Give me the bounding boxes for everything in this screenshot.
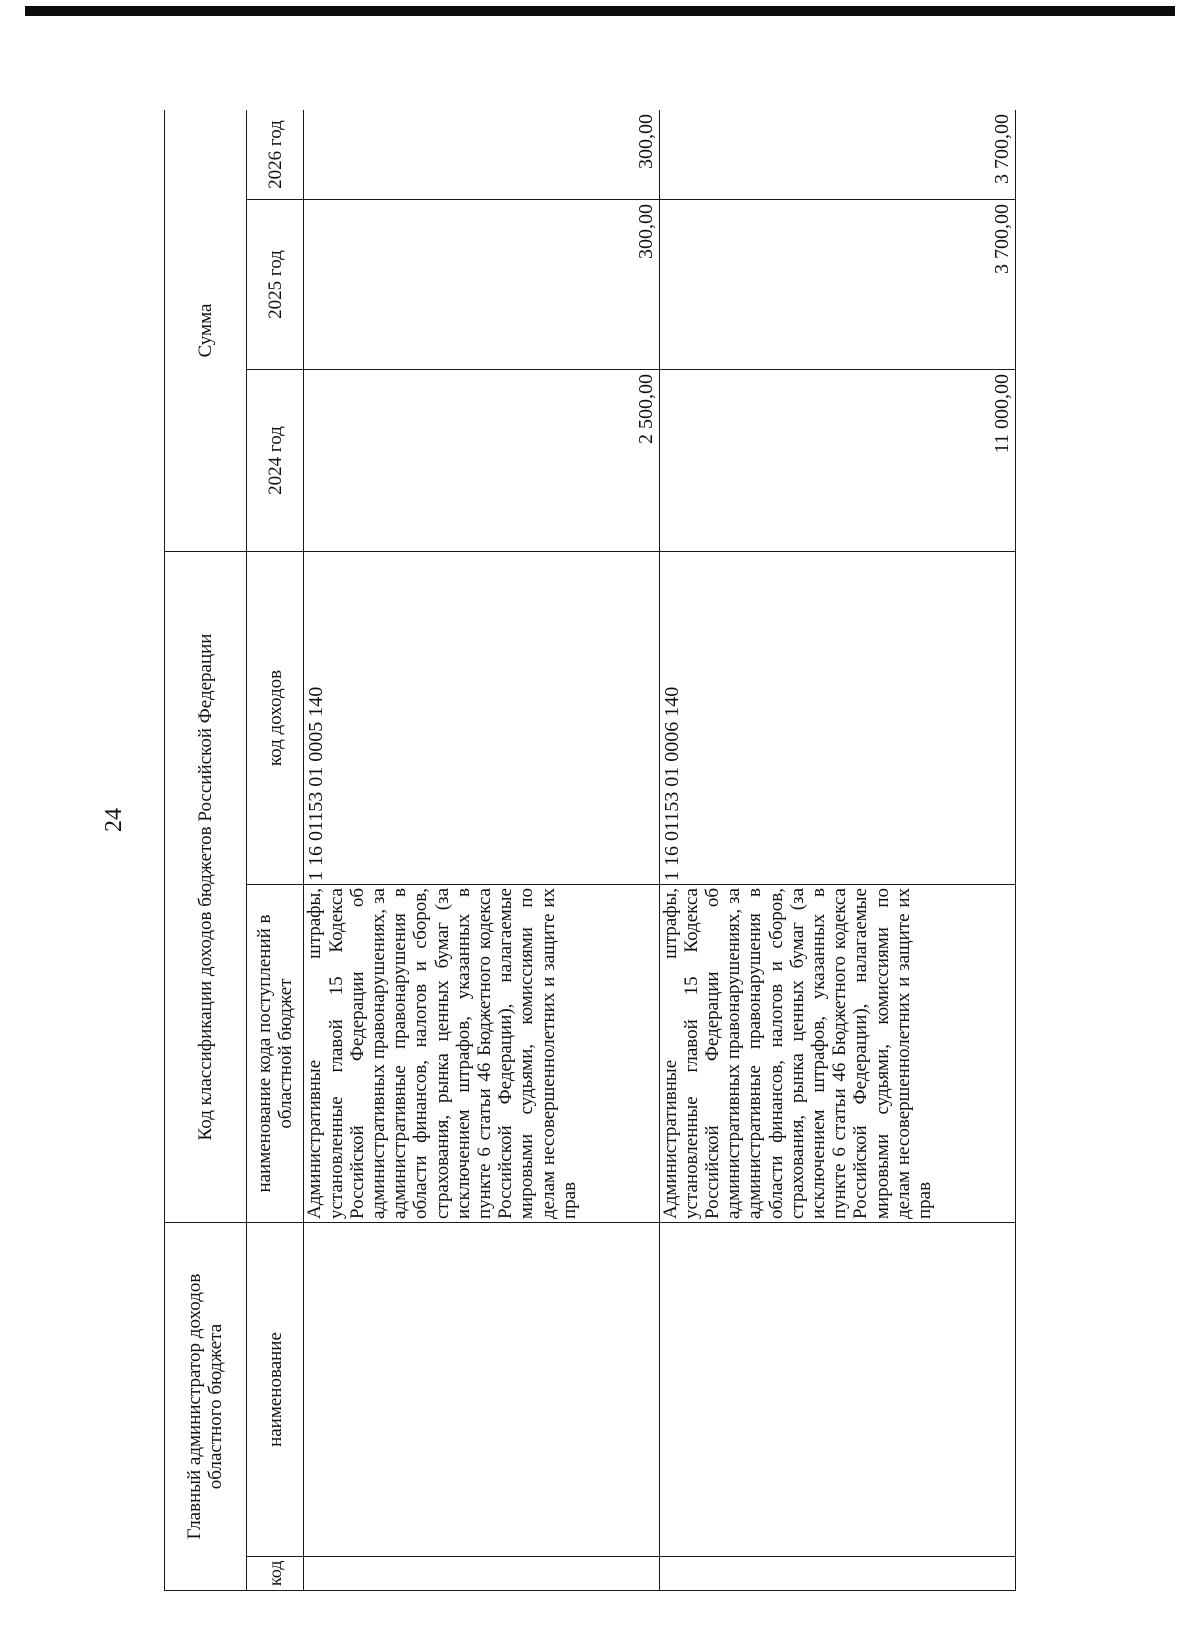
table-row: [659, 110, 1015, 1591]
scan-top-border: [25, 6, 1175, 16]
page-number: 24: [101, 808, 127, 832]
year-2025-header: 2025 год: [246, 200, 304, 370]
sum-2024-cell: 2 500,00: [304, 370, 659, 552]
income-code-cell: 1 16 01153 01 0005 140: [304, 552, 659, 885]
income-name-cell: Административные штрафы, установленные главой 15 Кодекса Российской Федерации об административных правонарушениях, за административные правонарушения в области финансов, налогов и сборов, страхования, рынка ценных бумаг (за исключением штрафов, указанных в пункте 6 статьи 46 Бюджетного кодекса Российской Федерации), налагаемые мировыми судьями, комиссиями по делам несовершеннолетних и защите их прав: [304, 885, 659, 1223]
year-2024-header: 2024 год: [246, 370, 304, 552]
admin-name-header: наименование: [246, 1223, 304, 1557]
sum-2025-cell: 300,00: [304, 200, 659, 370]
admin-name-cell: [304, 1223, 659, 1557]
income-name-header: наименование кода поступлений в областной бюджет: [246, 885, 304, 1223]
sum-2026-cell: 300,00: [304, 110, 659, 200]
rotated-table-layer: [164, 110, 1016, 1591]
table-row: [304, 110, 659, 1591]
admin-name-cell: [659, 1223, 1015, 1557]
sum-group-header: Сумма: [165, 110, 247, 552]
sum-2026-cell: 3 700,00: [659, 110, 1015, 200]
admin-code-header: код: [246, 1557, 304, 1591]
table-container: [164, 110, 1016, 1591]
income-code-cell: 1 16 01153 01 0006 140: [659, 552, 1015, 885]
classification-group-header: Код классификации доходов бюджетов Российской Федерации: [165, 552, 247, 1223]
income-code-header: код доходов: [246, 552, 304, 885]
income-name-cell: Административные штрафы, установленные главой 15 Кодекса Российской Федерации об административных правонарушениях, за административные правонарушения в области финансов, налогов и сборов, страхования, рынка ценных бумаг (за исключением штрафов, указанных в пункте 6 статьи 46 Бюджетного кодекса Российской Федерации), налагаемые мировыми судьями, комиссиями по делам несовершеннолетних и защите их прав: [659, 885, 1015, 1223]
sum-2024-cell: 11 000,00: [659, 370, 1015, 552]
revenue-table: [164, 110, 1016, 1591]
sum-2025-cell: 3 700,00: [659, 200, 1015, 370]
admin-code-cell: [659, 1557, 1015, 1591]
year-2026-header: 2026 год: [246, 110, 304, 200]
admin-group-header: Главный администратор доходов областного бюджета: [165, 1223, 247, 1591]
admin-code-cell: [304, 1557, 659, 1591]
